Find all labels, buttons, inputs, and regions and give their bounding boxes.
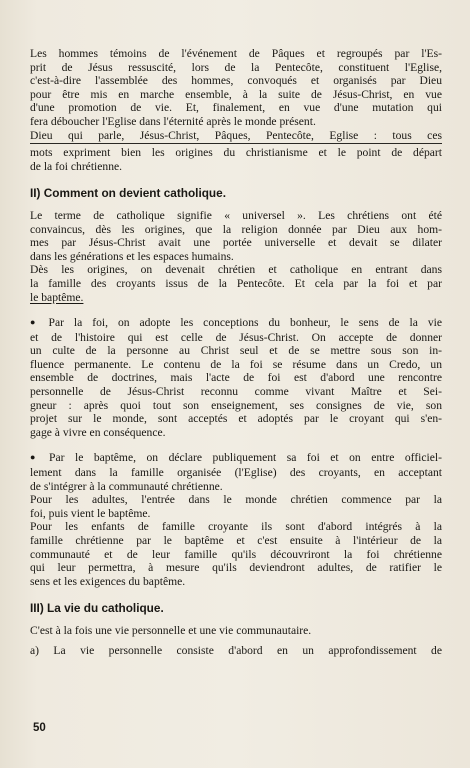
text-line: dans les générations et les espaces humains. <box>30 249 234 263</box>
text-line: pour être mis en marche ensemble, à la suite de Jésus-Christ, en vue <box>30 87 442 101</box>
text-line: gage à vivre en conséquence. <box>30 425 166 439</box>
section-heading-3: III) La vie du catholique. <box>30 601 164 616</box>
paragraph-catholic-meaning <box>30 209 442 304</box>
text-line: communauté et de leur famille qu'ils découvriront la foi chrétienne <box>30 547 442 561</box>
text-line: a) La vie personnelle consiste d'abord en un approfondissement de <box>30 643 442 657</box>
text-line: le baptême. <box>30 290 84 304</box>
text-line: qui leur permettra, à mesure qu'ils deviendront adultes, de ratifier le <box>30 561 442 575</box>
text-line: foi, puis vient le baptême. <box>30 506 151 520</box>
text-line: personnelle de Jésus-Christ reconnu comme vivant Maître et Sei- <box>30 385 442 399</box>
text-line: Dieu qui parle, Jésus-Christ, Pâques, Pentecôte, Eglise : tous ces <box>30 128 442 142</box>
underline-rule <box>30 143 442 144</box>
text-line: et de l'histoire qui est celle de Jésus-Christ. On accepte de donner <box>30 330 442 344</box>
text-line: d'une promotion de vie. Et, finalement, en vue d'une mutation qui <box>30 101 442 115</box>
text-line: projet sur le monde, sont acceptés et adoptés par le croyant qui s'en- <box>30 412 442 426</box>
paragraph-faith <box>30 316 442 439</box>
text-line: sens et les exigences du baptême. <box>30 574 186 588</box>
text-line: prit de Jésus ressuscité, lors de la Pentecôte, constituent l'Eglise, <box>30 60 442 74</box>
paragraph-baptism <box>30 451 442 588</box>
text-line: convaincus, dès les origines, que la religion donnée par Dieu aux hom- <box>30 222 442 236</box>
text-line: gneur : après quoi tout son enseignement, ses consignes de vie, son <box>30 398 442 412</box>
text-line: de la foi chrétienne. <box>30 159 123 173</box>
section-heading-2: II) Comment on devient catholique. <box>30 186 226 201</box>
text-line: famille chrétienne par le baptême et c'est ensuite à l'intérieur de la <box>30 534 442 547</box>
text-line: Pour les adultes, l'entrée dans le monde chrétien commence par la <box>30 493 442 507</box>
text-line: ensemble de doctrines, mais l'acte de foi est d'abord une rencontre <box>30 371 442 385</box>
text-line: ● Par le baptême, on déclare publiquement sa foi et on entre officiel- <box>30 451 442 466</box>
text-line: mots expriment bien les origines du christianisme et le point de départ <box>30 146 442 160</box>
text-line: fluence permanente. Le contenu de la foi se résume dans un Credo, un <box>30 357 442 371</box>
text-line: ● Par la foi, on adopte les conceptions du bonheur, le sens de la vie <box>30 316 442 331</box>
page-number: 50 <box>33 722 46 734</box>
text-line: Les hommes témoins de l'événement de Pâques et regroupés par l'Es- <box>30 47 442 60</box>
text-line: mes par Jésus-Christ avait une portée universelle et devait se dilater <box>30 236 442 250</box>
text-line: fera déboucher l'Eglise dans l'éternité après le monde présent. <box>30 114 316 128</box>
text-line: de s'intégrer à la communauté chrétienne. <box>30 479 223 493</box>
text-line: Dès les origines, on devenait chrétien et catholique en entrant dans <box>30 263 442 277</box>
text-line: la famille des croyants issus de la Pentecôte. Et cela par la foi et par <box>30 276 442 290</box>
text-line: C'est à la fois une vie personnelle et une vie communautaire. <box>30 623 312 637</box>
paragraph-catholic-life <box>30 624 442 657</box>
text-line: lement dans la famille organisée (l'Eglise) des croyants, en acceptant <box>30 466 442 480</box>
text-line: c'est-à-dire l'assemblée des hommes, convoqués et organisés par Dieu <box>30 74 442 88</box>
text-line: un culte de la personne au Christ seul et de se mettre sous son in- <box>30 344 442 358</box>
text-line: Pour les enfants de famille croyante ils sont d'abord intégrés à la <box>30 520 442 534</box>
text-line: Le terme de catholique signifie « universel ». Les chrétiens ont été <box>30 208 442 222</box>
paragraph-pentecost <box>30 47 442 173</box>
page-text <box>30 47 442 657</box>
